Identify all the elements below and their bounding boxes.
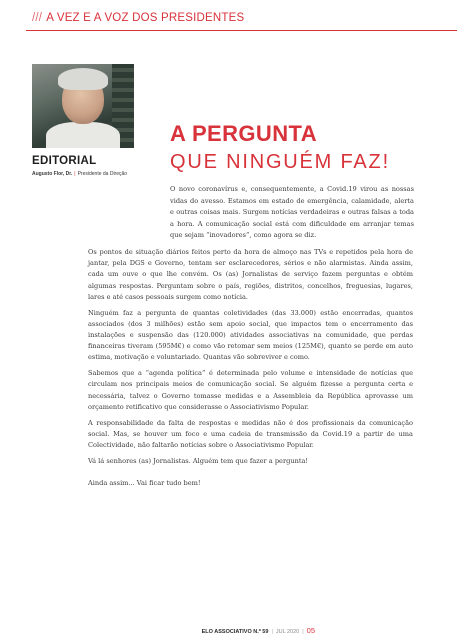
page-number: 05: [306, 626, 315, 635]
author-separator: |: [74, 171, 76, 177]
page-footer: [0, 626, 315, 635]
section-header: [32, 12, 244, 24]
body-paragraph: Ninguém faz a pergunta de quantas coletividades (das 33.000) estão encerradas, quantos associados (dos 3 milhões) estão sem apoio social, que impactos tem o encerramento das instalações e suspensão das (120.000) atividades associativas na comunidade, que perdas financeiras tiveram (595M€) e como vão retomar sem meios (125M€), quanto se perde em auto estima, motivação e voluntariado. Quantas vão sobreviver e como.: [88, 308, 413, 362]
author-photo: [32, 64, 134, 148]
issue-date: JUL 2020: [275, 629, 300, 635]
header-divider: [26, 30, 457, 31]
header-slashes: ///: [32, 12, 43, 24]
footer-separator: |: [302, 629, 304, 635]
footer-separator: |: [271, 629, 273, 635]
author-role: Presidente da Direção: [77, 171, 128, 177]
photo-hair: [58, 68, 108, 90]
article-body: [88, 247, 413, 494]
section-title: A VEZ E A VOZ DOS PRESIDENTES: [46, 12, 245, 24]
body-paragraph: Sabemos que a “agenda política” é determinada pelo volume e intensidade de notícias que circulam nos principais meios de comunicação social. Se alguém fizesse a pergunta certa e necessária, talvez o Governo tomasse medidas e a Assembleia da República aprovasse um orçamento retificativo que considerasse o Associativismo Popular.: [88, 369, 413, 411]
headline-line-2: QUE NINGUÉM FAZ!: [170, 151, 390, 173]
editorial-label: EDITORIAL: [32, 155, 97, 167]
magazine-name: ELO ASSOCIATIVO N.º 59: [201, 629, 269, 635]
photo-shirt: [46, 122, 120, 148]
lead-paragraph: O novo coronavírus e, consequentemente, a Covid.19 virou as nossas vidas do avesso. Estamos em estado de emergência, calamidade, alerta e outras coisas mais. Surgem notícias verdadeiras e outras falsas a toda a hora. A comunicação social está com dificuldade em arranjar temas que sejam “inovadores”, como agora se diz.: [170, 185, 414, 240]
body-paragraph: Vá lá senhores (as) Jornalistas. Alguém tem que fazer a pergunta!: [88, 456, 309, 465]
body-paragraph: Os pontos de situação diários feitos perto da hora de almoço nas TVs e repetidos pela hora de jantar, pela DGS e Governo, tentam ser esclarecedores, sérios e não alarmistas. Ainda assim, cada um ouve o que lhe convém. Os (as) Jornalistas de serviço fazem perguntas e obtém algumas respostas. Perguntam sobre o país, regiões, distritos, concelhos, freguesias, lugares, lares e até casos pessoais surgem como notícia.: [88, 248, 413, 301]
closing-line: Ainda assim... Vai ficar tudo bem!: [88, 479, 201, 488]
author-name: Augusto Flor, Dr.: [32, 171, 73, 177]
headline-line-1: A PERGUNTA: [170, 121, 317, 146]
author-credit: [32, 171, 127, 177]
body-paragraph: A responsabilidade da falta de respostas e medidas não é dos profissionais da comunicação social. Mas, se houver um foco e uma cadeia de transmissão da Covid.19 a partir de uma Colectividade, não faltarão notícias sobre o Associativismo Popular.: [88, 418, 413, 450]
